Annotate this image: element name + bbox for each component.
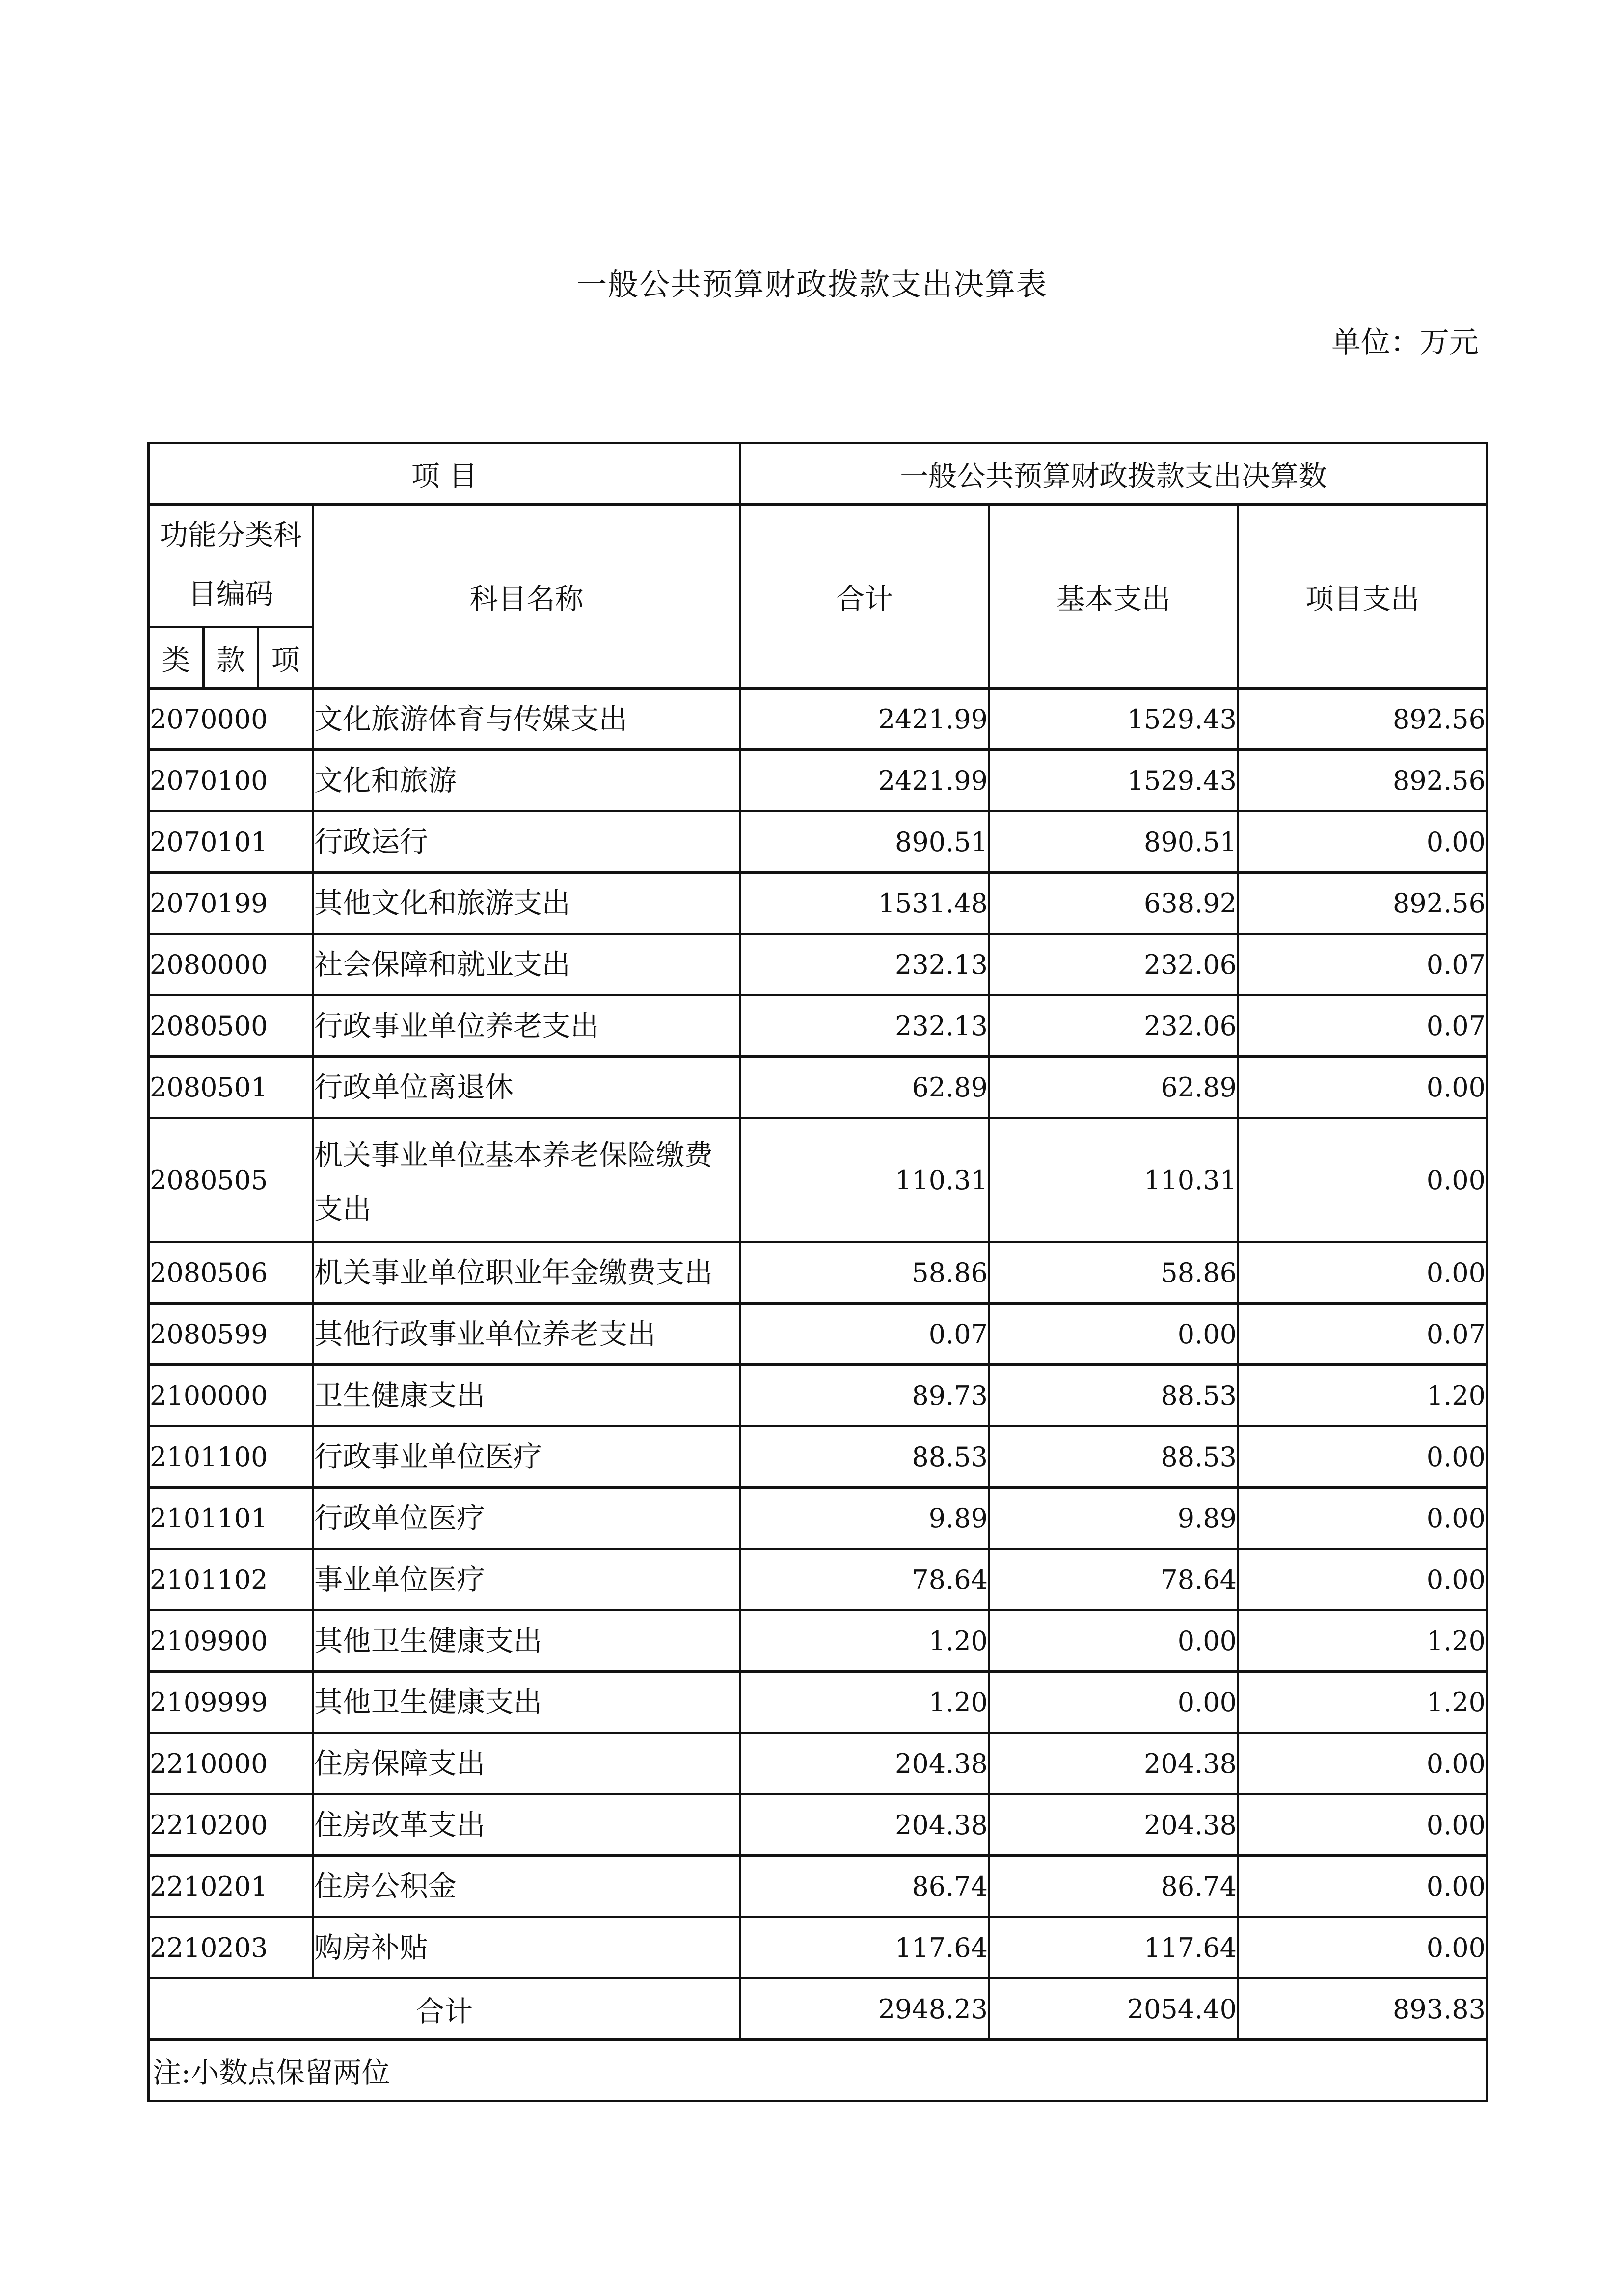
row-project: 892.56: [1238, 750, 1487, 811]
row-code: 2101102: [149, 1549, 313, 1610]
row-basic: 88.53: [989, 1365, 1238, 1426]
header-name-label: 科目名称: [313, 505, 740, 689]
total-basic: 2054.40: [989, 1978, 1238, 2040]
row-basic: 110.31: [989, 1118, 1238, 1242]
row-project: 0.00: [1238, 1057, 1487, 1118]
row-total: 890.51: [740, 811, 989, 873]
table-row: [149, 689, 1487, 750]
table-row: [149, 1488, 1487, 1549]
row-project: 892.56: [1238, 689, 1487, 750]
row-project: 0.00: [1238, 1488, 1487, 1549]
row-code: 2101100: [149, 1426, 313, 1488]
row-code: 2070100: [149, 750, 313, 811]
note-row: [149, 2040, 1487, 2101]
row-basic: 0.00: [989, 1672, 1238, 1733]
row-name: 社会保障和就业支出: [313, 934, 740, 995]
row-project: 0.00: [1238, 811, 1487, 873]
header-code-label: 功能分类科目编码: [149, 505, 313, 627]
row-project: 892.56: [1238, 873, 1487, 934]
row-basic: 638.92: [989, 873, 1238, 934]
row-name: 行政事业单位养老支出: [313, 995, 740, 1057]
total-label: 合计: [149, 1978, 740, 2040]
row-code: 2080599: [149, 1304, 313, 1365]
row-name: 文化旅游体育与传媒支出: [313, 689, 740, 750]
unit-label: 单位：万元: [1331, 325, 1479, 360]
row-code: 2080500: [149, 995, 313, 1057]
header-amount-group: 一般公共预算财政拨款支出决算数: [740, 443, 1487, 505]
table-row: [149, 1856, 1487, 1917]
row-basic: 9.89: [989, 1488, 1238, 1549]
row-total: 1531.48: [740, 873, 989, 934]
row-basic: 204.38: [989, 1733, 1238, 1794]
row-code: 2109999: [149, 1672, 313, 1733]
table-row: [149, 1733, 1487, 1794]
table-row: [149, 1057, 1487, 1118]
row-total: 110.31: [740, 1118, 989, 1242]
header-sub-lei: 类: [150, 628, 205, 687]
row-total: 1.20: [740, 1672, 989, 1733]
row-basic: 1529.43: [989, 689, 1238, 750]
table-row: [149, 750, 1487, 811]
row-code: 2080506: [149, 1242, 313, 1304]
row-project: 1.20: [1238, 1365, 1487, 1426]
row-code: 2210201: [149, 1856, 313, 1917]
row-project: 0.00: [1238, 1118, 1487, 1242]
header-sub-kuan: 款: [205, 628, 260, 687]
row-code: 2080501: [149, 1057, 313, 1118]
row-project: 0.00: [1238, 1917, 1487, 1978]
row-name: 住房公积金: [313, 1856, 740, 1917]
row-name: 其他文化和旅游支出: [313, 873, 740, 934]
row-basic: 0.00: [989, 1304, 1238, 1365]
row-name: 机关事业单位基本养老保险缴费支出: [313, 1118, 740, 1242]
row-project: 0.00: [1238, 1733, 1487, 1794]
row-name: 事业单位医疗: [313, 1549, 740, 1610]
row-code: 2070000: [149, 689, 313, 750]
row-basic: 204.38: [989, 1794, 1238, 1856]
table-row: [149, 873, 1487, 934]
row-project: 1.20: [1238, 1672, 1487, 1733]
row-total: 1.20: [740, 1610, 989, 1672]
table-row: [149, 934, 1487, 995]
row-total: 204.38: [740, 1794, 989, 1856]
row-total: 89.73: [740, 1365, 989, 1426]
row-name: 行政事业单位医疗: [313, 1426, 740, 1488]
row-basic: 88.53: [989, 1426, 1238, 1488]
row-name: 其他卫生健康支出: [313, 1610, 740, 1672]
row-code: 2101101: [149, 1488, 313, 1549]
row-name: 卫生健康支出: [313, 1365, 740, 1426]
row-code: 2080505: [149, 1118, 313, 1242]
row-code: 2109900: [149, 1610, 313, 1672]
header-basic: 基本支出: [989, 505, 1238, 689]
total-row: [149, 1978, 1487, 2040]
budget-table: [147, 442, 1488, 2102]
header-sub-xiang: 项: [271, 643, 300, 677]
row-code: 2080000: [149, 934, 313, 995]
row-total: 62.89: [740, 1057, 989, 1118]
row-name: 文化和旅游: [313, 750, 740, 811]
total-total: 2948.23: [740, 1978, 989, 2040]
row-basic: 0.00: [989, 1610, 1238, 1672]
row-project: 0.07: [1238, 1304, 1487, 1365]
row-code: 2100000: [149, 1365, 313, 1426]
row-basic: 58.86: [989, 1242, 1238, 1304]
row-code: 2210200: [149, 1794, 313, 1856]
row-basic: 117.64: [989, 1917, 1238, 1978]
row-total: 58.86: [740, 1242, 989, 1304]
row-code: 2210000: [149, 1733, 313, 1794]
row-project: 0.00: [1238, 1242, 1487, 1304]
row-name: 住房改革支出: [313, 1794, 740, 1856]
table-row: [149, 1672, 1487, 1733]
row-code: 2210203: [149, 1917, 313, 1978]
header-row-2: [149, 505, 1487, 627]
row-total: 2421.99: [740, 750, 989, 811]
table-row: [149, 995, 1487, 1057]
row-name: 其他行政事业单位养老支出: [313, 1304, 740, 1365]
row-name: 行政运行: [313, 811, 740, 873]
table-row: [149, 1794, 1487, 1856]
row-project: 0.00: [1238, 1856, 1487, 1917]
header-project: 项目支出: [1238, 505, 1487, 689]
row-code: 2070199: [149, 873, 313, 934]
row-total: 9.89: [740, 1488, 989, 1549]
note-text: 注:小数点保留两位: [149, 2040, 1487, 2101]
page-title: 一般公共预算财政拨款支出决算表: [576, 267, 1048, 302]
row-basic: 62.89: [989, 1057, 1238, 1118]
row-basic: 1529.43: [989, 750, 1238, 811]
table-row: [149, 1118, 1487, 1242]
row-project: 0.00: [1238, 1549, 1487, 1610]
row-name: 住房保障支出: [313, 1733, 740, 1794]
row-basic: 86.74: [989, 1856, 1238, 1917]
row-total: 117.64: [740, 1917, 989, 1978]
row-total: 232.13: [740, 934, 989, 995]
row-project: 0.07: [1238, 995, 1487, 1057]
table-row: [149, 1426, 1487, 1488]
row-total: 2421.99: [740, 689, 989, 750]
total-project: 893.83: [1238, 1978, 1487, 2040]
row-name: 机关事业单位职业年金缴费支出: [313, 1242, 740, 1304]
row-basic: 232.06: [989, 934, 1238, 995]
row-name: 其他卫生健康支出: [313, 1672, 740, 1733]
row-name: 行政单位离退休: [313, 1057, 740, 1118]
row-project: 1.20: [1238, 1610, 1487, 1672]
table-row: [149, 1549, 1487, 1610]
row-total: 232.13: [740, 995, 989, 1057]
header-item: 项 目: [149, 443, 740, 505]
row-total: 88.53: [740, 1426, 989, 1488]
table-row: [149, 1917, 1487, 1978]
table-row: [149, 1365, 1487, 1426]
header-total: 合计: [740, 505, 989, 689]
table-row: [149, 1610, 1487, 1672]
row-project: 0.00: [1238, 1794, 1487, 1856]
row-basic: 890.51: [989, 811, 1238, 873]
row-project: 0.07: [1238, 934, 1487, 995]
row-code: 2070101: [149, 811, 313, 873]
table-row: [149, 811, 1487, 873]
row-name: 行政单位医疗: [313, 1488, 740, 1549]
row-basic: 232.06: [989, 995, 1238, 1057]
row-total: 78.64: [740, 1549, 989, 1610]
row-project: 0.00: [1238, 1426, 1487, 1488]
table-row: [149, 1304, 1487, 1365]
row-total: 86.74: [740, 1856, 989, 1917]
table-row: [149, 1242, 1487, 1304]
header-code-subcells: [149, 627, 313, 689]
row-total: 0.07: [740, 1304, 989, 1365]
row-basic: 78.64: [989, 1549, 1238, 1610]
row-total: 204.38: [740, 1733, 989, 1794]
header-row-1: [149, 443, 1487, 505]
row-name: 购房补贴: [313, 1917, 740, 1978]
